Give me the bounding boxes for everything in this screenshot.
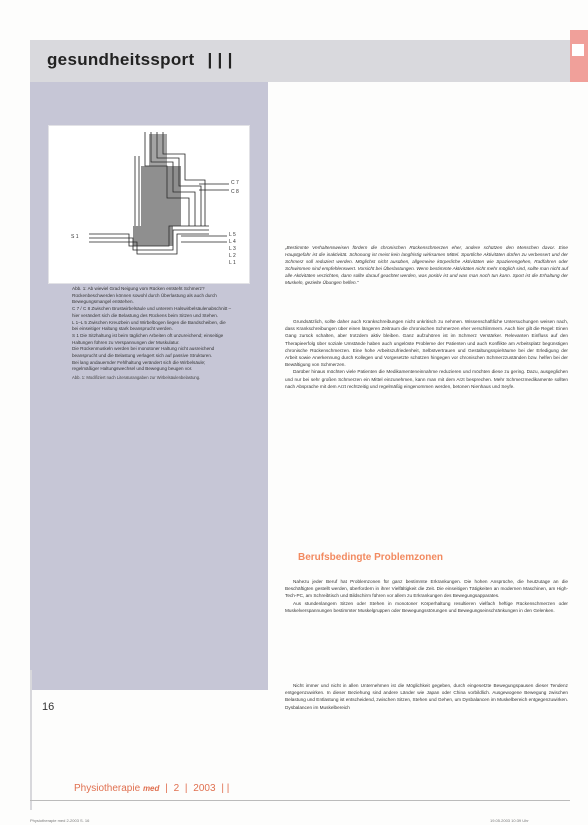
body-text-b	[285, 578, 568, 614]
spine-figure	[48, 125, 250, 284]
footer-separator: |	[165, 783, 168, 794]
caption-paragraph: Bei lang andauernder Fehlhaltung verändert sich die Wirbelsäule; regelmäßiger Haltungswechsel und Bewegung beugen vor.	[72, 359, 206, 372]
body-paragraph: Grundsätzlich, sollte daher auch Krankschreibungen nicht unkritisch zu nehmen. Wissenschaftliche Untersuchungen weisen nach, dass Krankschreibungen über einen längeren Zeitraum die chronischen Schmerzen eher verschlimmern. Auch hier gilt die Regel: Einen Gang zurück schalten, aber trotzdem aktiv bleiben. Ganz aufzuhören ist im Schmerz Verstärker. Relevanten Einfluss auf den Therapieerfolg über soziale Umstände haben auch ungelöste Probleme der Patienten und auch Konflikte am Arbeitsplatz begünstigen chronische Rückenschmerzen. Eine hohe Arbeitszufriedenheit, Selbstvertrauen und Gestaltungsspielräume bei der Erledigung der Arbeit sowie Anerkennung durch Kollegen und Vorgesetzte schützen hingegen vor chronischen Schmerzzuständen bzw. helfen bei der Bewältigung von Schmerzen.	[285, 319, 568, 368]
footer-journal: Physiotherapie	[74, 783, 141, 794]
print-slug-left: Physiotherapie med 2-2003 S. 16	[30, 818, 90, 823]
body-paragraph: Darüber hinaus möchten viele Patienten die Medikamenteneinnahme reduzieren und möchten diese zu gering. Dazu, ausgeglichen und nur bei sehr großen Schmerzen ein Mittel einzunehmen, kann man mit dem Arzt besprechen. Mehr Schmerzmedikamente sollten nach Absprache mit dem Arzt rechtzeitig und regelmäßig eingenommen werden, betonen Nienhaus und Seyfe.	[285, 369, 568, 389]
side-rule	[30, 670, 32, 810]
label-c8: C 8	[231, 189, 239, 195]
print-slug-right: 19.05.2003 10:39 Uhr	[490, 818, 529, 823]
page-number: 16	[42, 701, 55, 713]
footer-issue: 2	[173, 783, 180, 794]
figure-caption	[72, 286, 232, 381]
body-paragraph: Nahezu jeder Beruf hat Problemzonen für ganz bestimmte Erkrankungen. Die hohen Ansprüche, die heutzutage an die Beschäftigten gestellt werden, überfordern in ihrer Vielfältigkeit die Zeit. Die einseitigen Tätigkeiten an modernen Maschinen, am High-Tech-PC, am Schreibtisch und Bildschirm führen vor allem zu Erkrankungen des Bewegungsapparates.	[285, 579, 568, 599]
section-header	[47, 50, 233, 70]
footer-year: 2003	[193, 783, 216, 794]
footer-rule	[30, 800, 570, 801]
label-l1: L 1	[229, 260, 236, 266]
footer-end: | |	[221, 783, 230, 794]
spine-diagram	[49, 126, 249, 283]
header-tab-dot	[572, 44, 584, 56]
caption-paragraph: C 7 / C 8 Zwischen Brustwirbelsäule und unterem Halswirbelsäulenabschnitt – hier verändert sich die Belastung des Rückens beim Sitzen und Stehen.	[72, 306, 232, 318]
caption-paragraph: Abb. 1: Ab wieviel Grad Neigung vom Rücken entsteht Schmerz? Rückenbeschwerden können sowohl durch Überlastung als auch durch Bewegungsmangel entstehen.	[72, 286, 217, 305]
header-tab	[570, 30, 588, 82]
caption-paragraph: Die Rückenmuskeln werden bei monotoner Haltung nicht ausreichend beansprucht und die Belastung verlagert sich auf passive Strukturen.	[72, 346, 215, 359]
footer	[74, 783, 232, 794]
label-l2: L 2	[229, 253, 236, 259]
body-text-c	[285, 682, 568, 711]
caption-paragraph: L 1–L 5 Zwischen Kreuzbein und Wirbelbogen liegen die Bandscheiben, die bei einseitiger Haltung stark beansprucht werden.	[72, 319, 226, 332]
section-header-title: gesundheitssport	[47, 50, 195, 69]
footer-brand: med	[142, 784, 160, 793]
caption-legend: Abb. 1: Modifiziert nach Literaturangaben zur Wirbelsäulenbelastung.	[72, 375, 201, 381]
label-l4: L 4	[229, 239, 236, 245]
section-header-bars: | | |	[207, 50, 233, 69]
footer-separator: |	[184, 783, 188, 794]
label-c7: C 7	[231, 180, 239, 186]
section-title: Berufsbedingte Problemzonen	[298, 552, 444, 563]
body-paragraph: Aus stundenlangem Sitzen oder Stehen in monotoner Körperhaltung resultieren vielfach heftige Rückenschmerzen oder Muskelverspannungen bestimmter Muskelgruppen oder Bewegungsstörungen und Bewegungseinschränkungen in den Gelenken.	[285, 600, 568, 613]
body-text-a	[285, 318, 568, 390]
label-l5: L 5	[229, 232, 236, 238]
label-s1: S 1	[71, 234, 79, 240]
pull-quote: „Bestimmte Verhaltensweisen fördern die chronischen Rückenschmerzen eher, andere schützen den Menschen davor. Eine Hauptgefahr ist die inaktivität. Schonung ist meist kein langfristig wirksames Mittel. Sportliche Aktivitäten dürfen zu verbessert und der Schmerz soll reduziert werden. Möglichst nicht ausüben, allgemeine körperliche Aktivitäten wie Spazierengehen, Radfahren oder Schwimmen sind empfehlenswert. Vorsicht bei Überlastungen. Wenn bestimmte Aktivitäten nicht mehr möglich sind, sollte man nicht auf alle Aktivitäten verzichten, dann sollte darauf geachtet werden, was positiv ist und was man noch tun kann. Sport ist die Erhaltung der Muskeln, gezielte Übungen helfen."	[285, 245, 568, 285]
body-paragraph: Nicht immer und nicht in allen Unternehmen ist die Möglichkeit gegeben, durch eingesetzte Bewegungspausen dieser Tendenz entgegenzuwirken. In dieser Beziehung sind andere Länder wie Japan oder China vorbildlich. Ausgewogene Bewegung zwischen Belastung und Entlastung ist entscheidend, zwischen Sitzen, Stehen und Gehen, um Dysbalancen im Muskelbereich entgegenzuwirken. Dysbalancen im Muskelbereich	[285, 683, 568, 710]
caption-paragraph: S 1 Die Sitzhaltung ist beim täglichen Arbeiten oft unzureichend; einseitige Haltungen führen zu Verspannungen der Muskulatur.	[72, 332, 224, 345]
label-l3: L 3	[229, 246, 236, 252]
